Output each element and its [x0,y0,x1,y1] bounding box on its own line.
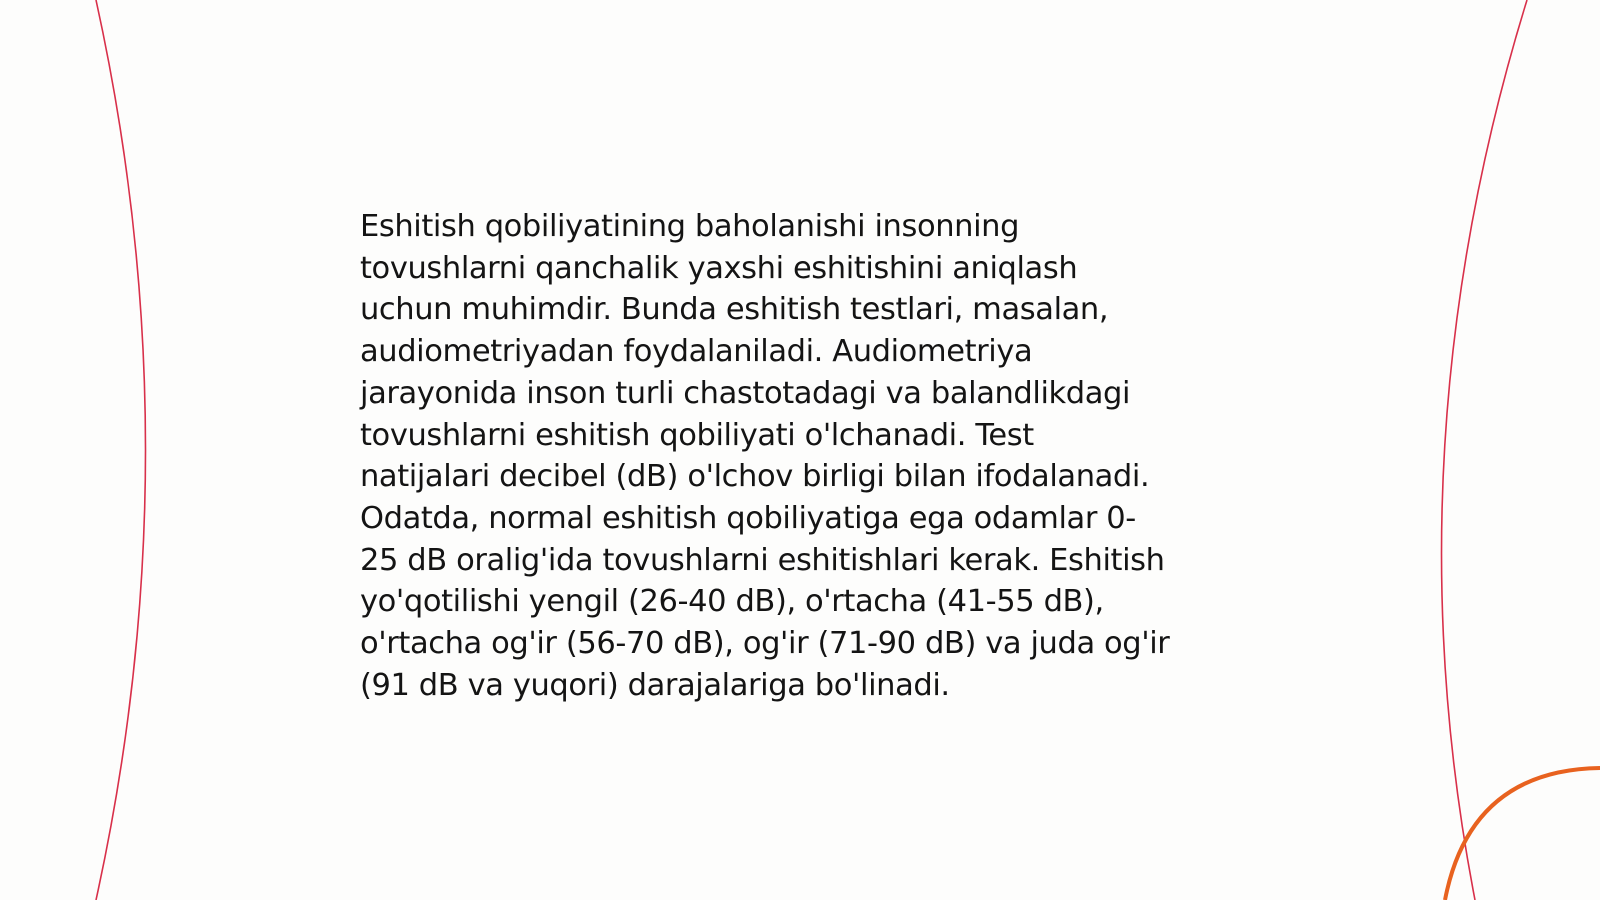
paragraph-line: o'rtacha og'ir (56-70 dB), og'ir (71-90 dB) va juda og'ir [360,626,1170,662]
paragraph-line: 25 dB oralig'ida tovushlarni eshitishlari kerak. Eshitish [360,542,1165,578]
paragraph-line: audiometriyadan foydalaniladi. Audiometriya [360,334,1033,370]
paragraph-line: natijalari decibel (dB) o'lchov birligi bilan ifodalanadi. [360,459,1150,495]
paragraph-line: uchun muhimdir. Bunda eshitish testlari, masalan, [360,292,1109,328]
right-arc-line [1442,0,1527,900]
paragraph-line: tovushlarni eshitish qobiliyati o'lchanadi. Test [360,417,1034,453]
paragraph-line: Eshitish qobiliyatining baholanishi insonning [360,209,1020,244]
paragraph-line: (91 dB va yuqori) darajalariga bo'linadi. [360,667,950,703]
paragraph-line: tovushlarni qanchalik yaxshi eshitishini aniqlash [360,250,1078,286]
left-arc-line [96,0,146,900]
paragraph-line: Odatda, normal eshitish qobiliyatiga ega odamlar 0- [360,500,1136,536]
paragraph-line: jarayonida inson turli chastotadagi va balandlikdagi [360,375,1131,411]
paragraph-line: yo'qotilishi yengil (26-40 dB), o'rtacha (41-55 dB), [360,584,1104,620]
slide-paragraph [360,206,1260,706]
bottom-right-orange-arc [1445,768,1600,900]
